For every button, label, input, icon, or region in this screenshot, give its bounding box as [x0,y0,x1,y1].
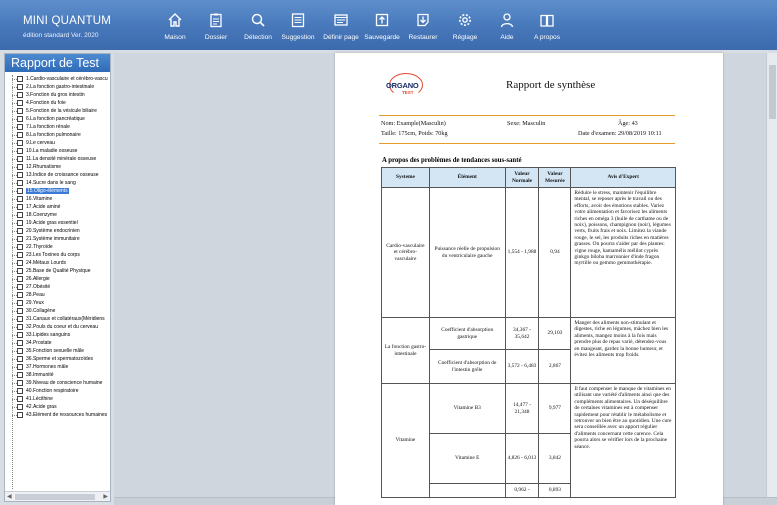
tree-item-label: 24.Métaux Lourds [26,260,67,266]
document-icon [17,372,23,378]
measured-cell: 3,842 [539,434,571,484]
system-cell: Vitamine [382,384,430,498]
tree-item[interactable] [5,331,110,339]
tree-item-label: 9.Le cerveau [26,140,55,146]
tree-item[interactable] [5,235,110,243]
tree-item[interactable] [5,347,110,355]
tree-item[interactable] [5,243,110,251]
panel-title: Rapport de Test [5,54,110,72]
tree-item-label: 38.Immunité [26,372,54,378]
element-cell: Coefficient d'absorption gastrique [429,318,505,350]
report-table [381,167,676,498]
toolbar-button-détection[interactable] [236,0,280,50]
document-icon [17,220,23,226]
tree-item[interactable] [5,75,110,83]
advice-cell: Manger des aliments non-stimulant et digestes, riche en légumes, mâchez bien les aliments, mangez moins à la fois mais prendre plus de repas varié, détendez-vous en mangeant, gardez la bonne humeur, et évitez les aliments trop froids. [571,318,676,384]
patient-size-weight: Taille: 175cm, Poids: 70kg [381,130,448,137]
tree-item[interactable] [5,379,110,387]
document-icon [17,140,23,146]
document-icon [17,204,23,210]
element-cell: Puissance réelle de propulsion du ventriculaire gauche [429,188,505,318]
tree-item-label: 42.Acide gras [26,404,57,410]
tree-item[interactable] [5,115,110,123]
tree-item[interactable] [5,315,110,323]
tree-item[interactable] [5,179,110,187]
tree-item-label: 30.Collagène [26,308,56,314]
document-icon [17,236,23,242]
document-icon [17,172,23,178]
document-icon [17,212,23,218]
measured-cell: 0,893 [539,484,571,498]
document-icon [17,196,23,202]
toolbar-button-maison[interactable] [153,0,197,50]
document-icon [17,228,23,234]
organo-test-logo: ORGANO TEST [383,73,428,97]
tree-item-label: 31.Canaux et collatéraux(Méridiens [26,316,105,322]
toolbar-button-label: Réglage [452,34,478,41]
tree-item[interactable] [5,283,110,291]
document-icon [17,396,23,402]
tree-item[interactable] [5,227,110,235]
normal-cell: 3,572 - 6,483 [505,350,539,384]
normal-cell: 0,962 - [505,484,539,498]
toolbar-button-label: Suggestion [281,34,315,41]
tree-item-label: 34.Prostate [26,340,52,346]
toolbar-button-suggestion[interactable] [276,0,320,50]
tree-item[interactable] [5,251,110,259]
tree-item-label: 23.Les Toxines du corps [26,252,80,258]
document-icon [17,316,23,322]
toolbar-button-réglage[interactable] [443,0,487,50]
tree-item-label: 27.Obésité [26,284,51,290]
tree-item[interactable] [5,91,110,99]
column-header: Valeur Mesurée [539,168,571,188]
report-tree [5,75,110,489]
tree-item-label: 16.Vitamine [26,196,53,202]
scroll-right-icon[interactable]: ▶ [103,494,108,500]
document-icon [17,92,23,98]
toolbar-button-label: Définir page [323,34,359,41]
tree-item-label: 37.Hormones mâle [26,364,69,370]
report-tree-panel [4,53,111,502]
tree-item-label: 22.Thyroïde [26,244,53,250]
report-title: Rapport de synthèse [506,79,596,91]
tree-item-label: 33.Lipides sanguins [26,332,71,338]
tree-item-label: 20.Système endocrinien [26,228,80,234]
toolbar-button-label: Maison [164,34,186,41]
tree-item[interactable] [5,323,110,331]
normal-cell: 34,367 - 35,642 [505,318,539,350]
column-header: Systeme [382,168,430,188]
tree-item[interactable] [5,411,110,419]
document-icon [17,76,23,82]
tree-item-label: 8.La fonction pulmonaire [26,132,81,138]
tree-item-label: 2.La fonction gastro-intestinale [26,84,95,90]
document-icon [17,412,23,418]
tree-item[interactable] [5,371,110,379]
divider [379,143,675,144]
tree-item-label: 28.Peau [26,292,45,298]
document-icon [17,132,23,138]
tree-item[interactable] [5,299,110,307]
tree-item[interactable] [5,291,110,299]
document-icon [17,268,23,274]
tree-item[interactable] [5,147,110,155]
toolbar-button-dossier[interactable] [194,0,238,50]
element-cell: Coefficient d'absorption de l'intestin grêle [429,350,505,384]
document-icon [17,124,23,130]
document-icon [17,332,23,338]
tree-item[interactable] [5,363,110,371]
document-icon [17,348,23,354]
tree-item-label: 7.La fonction rénale [26,124,70,130]
scroll-left-icon[interactable]: ◀ [7,494,12,500]
measured-cell: 29,103 [539,318,571,350]
table-row [382,384,676,434]
table-row [382,318,676,350]
brand-title: MINI QUANTUM [23,15,112,27]
toolbar-button-a-propos[interactable] [525,0,569,50]
toolbar-button-label: Dossier [204,34,228,41]
tree-item[interactable] [5,155,110,163]
tree-item[interactable] [5,259,110,267]
document-icon [17,148,23,154]
document-icon [17,276,23,282]
tree-item[interactable] [5,339,110,347]
toolbar-button-restaurer[interactable] [401,0,445,50]
document-icon [17,300,23,306]
element-cell: Vitamine E [429,434,505,484]
document-icon [17,164,23,170]
toolbar-button-label: A propos [533,34,561,41]
tree-item-label: 14.Sucre dans le sang [26,180,76,186]
normal-cell: 14,477 - 21,348 [505,384,539,434]
document-icon [17,380,23,386]
tree-item-label: 36.Sperme et spermatozoïdes [26,356,93,362]
column-header: Valeur Normale [505,168,539,188]
vertical-scrollbar[interactable] [766,53,777,497]
section-title: A propos des problèmes de tendances sous-santé [382,157,522,164]
toolbar-button-aide[interactable] [485,0,529,50]
tree-item-label: 25.Base de Qualité Physique [26,268,91,274]
document-icon [17,180,23,186]
document-icon [17,356,23,362]
normal-cell: 1,554 - 1,988 [505,188,539,318]
tree-item-label: 40.Fonction respiratoire [26,388,79,394]
patient-sex: Sexe: Masculin [507,120,546,127]
tree-item-label: 26.Allergie [26,276,50,282]
tree-item-label: 19.Acide gras essentiel [26,220,78,226]
document-icon [17,244,23,250]
document-icon [17,252,23,258]
tree-item-label: 43.Elément de ressources humaines [26,412,108,418]
measured-cell: 9,977 [539,384,571,434]
horizontal-scrollbar[interactable] [5,491,110,501]
document-icon [17,260,23,266]
document-icon [17,188,23,194]
tree-item-label: 5.Fonction de la vésicule biliaire [26,108,97,114]
document-icon [17,388,23,394]
advice-cell: Il faut compenser le manque de vitamines en utilisant une variété d'aliments ainsi que des compléments alimentaires. Un déséquilibre de certaines vitamines est à compenser rapidement pour rétablir le métabolisme et retrouver un bien être au quotidien. Une cure sera conseillée avec un apport régulier d'aliments concernant cette carence. Cela pourra alors se vérifier lors de la prochaine séance. [571,384,676,498]
tree-item-label: 6.La fonction pancréatique [26,116,85,122]
document-icon [17,108,23,114]
document-icon [17,324,23,330]
document-icon [17,116,23,122]
patient-age: Âge: 43 [618,120,638,127]
tree-item[interactable] [5,163,110,171]
tree-item-label: 12.Rhumatisme [26,164,62,170]
report-page [335,53,723,505]
document-icon [17,404,23,410]
toolbar-button-label: Restaurer [408,34,438,41]
tree-item[interactable] [5,211,110,219]
system-cell: La fonction gastro-intestinale [382,318,430,384]
column-header: Élément [429,168,505,188]
tree-item[interactable] [5,403,110,411]
tree-item[interactable] [5,203,110,211]
tree-item[interactable] [5,187,110,195]
tree-item-label: 10.La maladie osseuse [26,148,78,154]
toolbar-button-label: Sauvegarde [364,34,400,41]
tree-item[interactable] [5,355,110,363]
tree-item-label: 1.Cardio-vasculaire et cérébro-vascu [26,76,108,82]
tree-item-label: 39.Niveau de conscience humaine [26,380,103,386]
measured-cell: 0,94 [539,188,571,318]
tree-item-label: 15.Oligo-éléments [27,188,68,194]
tree-item[interactable] [5,267,110,275]
tree-item-label: 18.Coenzyme [26,212,57,218]
document-icon [17,100,23,106]
document-icon [17,364,23,370]
system-cell: Cardio-vasculaire et cérébro-vasculaire [382,188,430,318]
divider [379,115,675,116]
toolbar-button-définir-page[interactable] [319,0,363,50]
document-icon [17,84,23,90]
tree-item[interactable] [5,83,110,91]
exam-date: Date d'examen: 29/08/2019 10:11 [578,130,662,137]
tree-item-label: 17.Acide aminé [26,204,61,210]
tree-item-label: 4.Fonction du foie [26,100,66,106]
tree-item[interactable] [5,395,110,403]
document-icon [17,308,23,314]
table-row [382,188,676,318]
advice-cell: Réduire le stress, maintenir l'équilibre mental, se reposer après le travail ou des efforts, avoir des émotions stables. Variez votre alimentation et favorisez les aliments riches en oméga 3 (huile de carthame ou de noix), poissons, champignon (noir), légumes verts, fruits frais et noix. Limitez la viande rouge, le sel, les produits riches en matières grasses. On pourra s'aider par des plantes: vigne rouge, hamamélis mélilot cyprès ginkgo biloba marronnier d'inde fragon myrtille ou gemmo gemmothérapie. [571,188,676,318]
main-toolbar [0,0,777,50]
document-icon [17,292,23,298]
document-icon [17,284,23,290]
tree-item-label: 32.Pouls du coeur et du cerveau [26,324,98,330]
normal-cell: 4,826 - 6,013 [505,434,539,484]
tree-item[interactable] [5,275,110,283]
tree-item-label: 21.Système immunitaire [26,236,80,242]
document-icon [17,156,23,162]
tree-item[interactable] [5,387,110,395]
tree-item-label: 13.Indice de croissance osseuse [26,172,99,178]
tree-item[interactable] [5,171,110,179]
tree-item-label: 41.Lécithine [26,396,53,402]
tree-item-label: 29.Yeux [26,300,44,306]
tree-item[interactable] [5,219,110,227]
column-header: Avis d'Expert [571,168,676,188]
document-icon [17,340,23,346]
toolbar-button-label: Détection [244,34,272,41]
toolbar-button-sauvegarde[interactable] [360,0,404,50]
tree-item-label: 11.La densité minérale osseuse [26,156,97,162]
element-cell [429,484,505,498]
brand-subtitle: édition standard Ver. 2020 [23,32,99,39]
patient-name: Nom: Example(Masculin) [381,120,446,127]
scrollbar-thumb[interactable] [769,65,776,119]
tree-item-label: 35.Fonction sexuelle mâle [26,348,85,354]
measured-cell: 2,867 [539,350,571,384]
element-cell: Vitamine B3 [429,384,505,434]
brand [0,0,128,50]
tree-item[interactable] [5,195,110,203]
tree-item[interactable] [5,99,110,107]
toolbar-button-label: Aide [500,34,514,41]
tree-item-label: 3.Fonction du gros intestin [26,92,85,98]
tree-item[interactable] [5,123,110,131]
tree-item[interactable] [5,307,110,315]
tree-item[interactable] [5,139,110,147]
tree-item[interactable] [5,107,110,115]
tree-item[interactable] [5,131,110,139]
scrollbar-thumb[interactable] [15,494,95,500]
